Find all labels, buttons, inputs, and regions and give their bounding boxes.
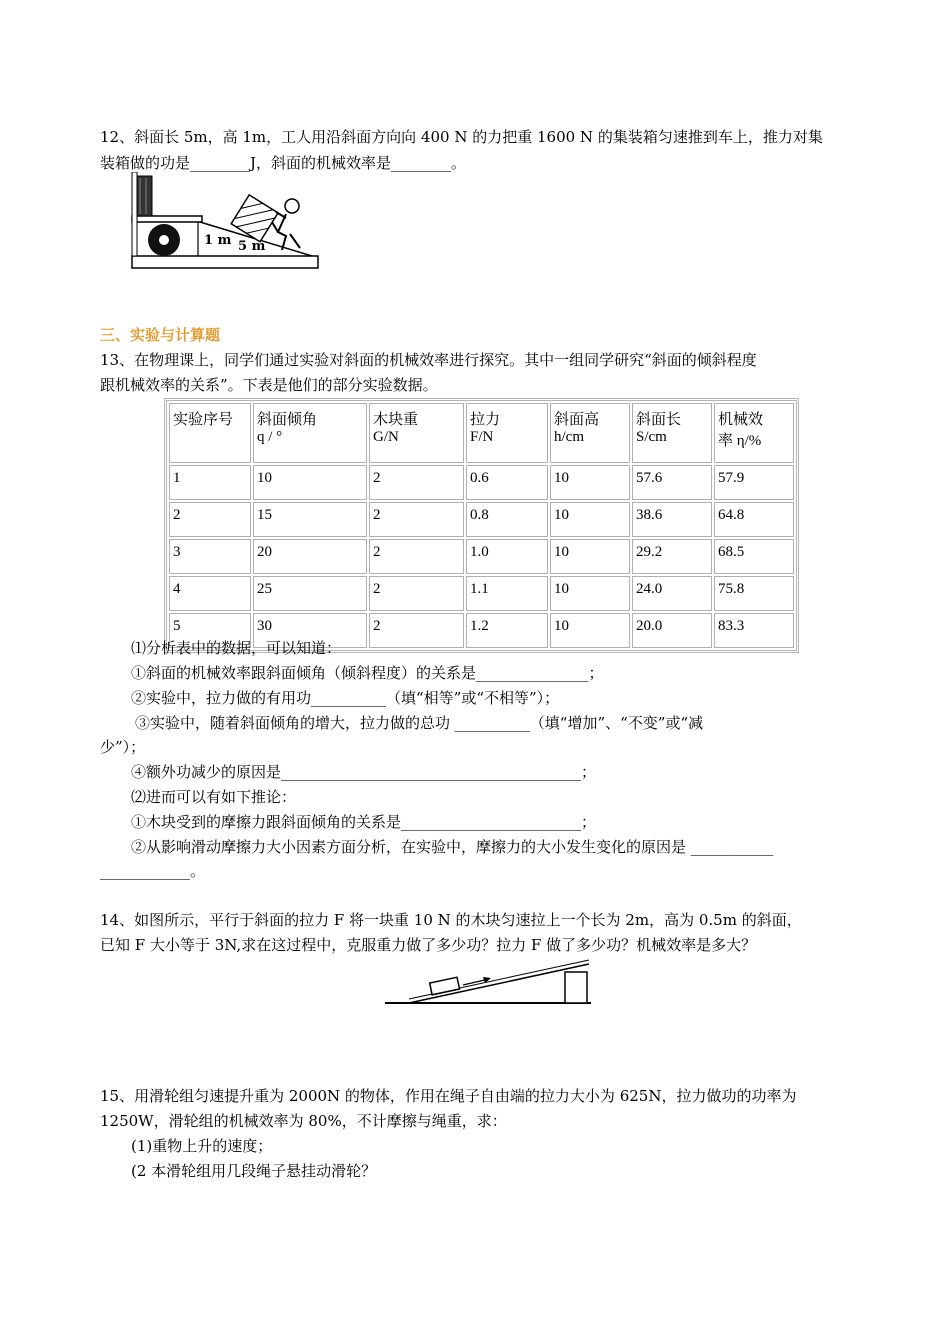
q13-part2-a: ①木块受到的摩擦力跟斜面倾角的关系是________________________； — [131, 813, 597, 831]
table-cell: 10 — [550, 539, 630, 574]
table-cell: 2 — [369, 502, 464, 537]
incline-figure — [383, 958, 593, 1008]
table-cell: 38.6 — [632, 502, 712, 537]
table-cell: 10 — [550, 502, 630, 537]
q14-line2: 已知 F 大小等于 3N,求在这过程中，克服重力做了多少功？拉力 F 做了多少功？机械效率是多大？ — [100, 936, 757, 954]
table-cell: 30 — [253, 613, 367, 648]
table-cell: 1.1 — [466, 576, 548, 611]
q13-part1-c-line2: 少”）； — [100, 738, 146, 756]
table-cell: 10 — [550, 613, 630, 648]
table-header-row — [169, 403, 794, 463]
table-cell: 25 — [253, 576, 367, 611]
header-cell: 斜面高 h/cm — [550, 403, 630, 463]
table-cell: 3 — [169, 539, 251, 574]
q13-part1-d: ④额外功减少的原因是________________________________________； — [131, 763, 597, 781]
table-cell: 2 — [369, 576, 464, 611]
table-cell: 1.2 — [466, 613, 548, 648]
table-cell: 68.5 — [714, 539, 794, 574]
header-cell: 斜面长 S/cm — [632, 403, 712, 463]
q13-part2-b-line2: ____________。 — [100, 862, 206, 880]
q12-line1: 12、斜面长 5m，高 1m，工人用沿斜面方向向 400 N 的力把重 1600 N 的集装箱匀速推到车上，推力对集 — [100, 128, 823, 146]
q15-line2: 1250W，滑轮组的机械效率为 80%，不计摩擦与绳重，求： — [100, 1112, 507, 1130]
table-cell: 20.0 — [632, 613, 712, 648]
q13-line1: 13、在物理课上，同学们通过实验对斜面的机械效率进行探究。其中一组同学研究“斜面的倾斜程度 — [100, 351, 757, 369]
q12-line2: 装箱做的功是________J，斜面的机械效率是________。 — [100, 154, 467, 172]
table-cell: 75.8 — [714, 576, 794, 611]
table-cell: 1.0 — [466, 539, 548, 574]
table-cell: 20 — [253, 539, 367, 574]
q15-sub1: (1)重物上升的速度； — [131, 1137, 273, 1155]
q15-sub2: (2 本滑轮组用几段绳子悬挂动滑轮？ — [131, 1162, 377, 1180]
table-cell: 15 — [253, 502, 367, 537]
table-cell: 64.8 — [714, 502, 794, 537]
header-cell: 实验序号 — [169, 403, 251, 463]
q14-line1: 14、如图所示，平行于斜面的拉力 F 将一块重 10 N 的木块匀速拉上一个长为 2m，高为 0.5m 的斜面， — [100, 911, 802, 929]
table-row — [169, 576, 794, 611]
q15-line1: 15、用滑轮组匀速提升重为 2000N 的物体，作用在绳子自由端的拉力大小为 625N，拉力做功的功率为 — [100, 1087, 797, 1105]
q13-part1-a: ①斜面的机械效率跟斜面倾角（倾斜程度）的关系是_______________； — [131, 664, 604, 682]
header-cell: 拉力 F/N — [466, 403, 548, 463]
truck-ramp-figure — [130, 172, 320, 272]
table-cell: 0.6 — [466, 465, 548, 500]
table-cell: 83.3 — [714, 613, 794, 648]
table-cell: 57.6 — [632, 465, 712, 500]
table-cell: 2 — [369, 613, 464, 648]
table-cell: 2 — [369, 539, 464, 574]
q13-part2-intro: ⑵进而可以有如下推论： — [131, 788, 297, 806]
height-label: 1 m — [204, 233, 232, 248]
experiment-table — [164, 398, 799, 653]
table-cell: 24.0 — [632, 576, 712, 611]
table-cell: 10 — [550, 465, 630, 500]
table-cell: 0.8 — [466, 502, 548, 537]
table-cell: 10 — [253, 465, 367, 500]
table-row — [169, 465, 794, 500]
q13-part2-b-line1: ②从影响滑动摩擦力大小因素方面分析，在实验中，摩擦力的大小发生变化的原因是 ___________ — [131, 838, 774, 856]
table-cell: 2 — [169, 502, 251, 537]
table-cell: 57.9 — [714, 465, 794, 500]
table-cell: 4 — [169, 576, 251, 611]
q13-part1-intro: ⑴分析表中的数据，可以知道： — [131, 639, 342, 657]
table-row — [169, 502, 794, 537]
table-cell: 2 — [369, 465, 464, 500]
header-cell: 机械效 率 η/% — [714, 403, 794, 463]
q13-part1-c-line1: ③实验中，随着斜面倾角的增大，拉力做的总功 __________（填“增加”、“不变”或“减 — [135, 714, 704, 732]
q13-line2: 跟机械效率的关系”。下表是他们的部分实验数据。 — [100, 376, 438, 394]
table-cell: 1 — [169, 465, 251, 500]
table-cell: 29.2 — [632, 539, 712, 574]
q13-part1-b: ②实验中，拉力做的有用功__________（填“相等”或“不相等”）； — [131, 689, 560, 707]
header-cell: 斜面倾角 q / ° — [253, 403, 367, 463]
table-cell: 5 — [169, 613, 251, 648]
table-cell: 10 — [550, 576, 630, 611]
table-row — [169, 539, 794, 574]
section-heading: 三、实验与计算题 — [100, 326, 221, 344]
length-label: 5 m — [238, 239, 266, 254]
header-cell: 木块重 G/N — [369, 403, 464, 463]
